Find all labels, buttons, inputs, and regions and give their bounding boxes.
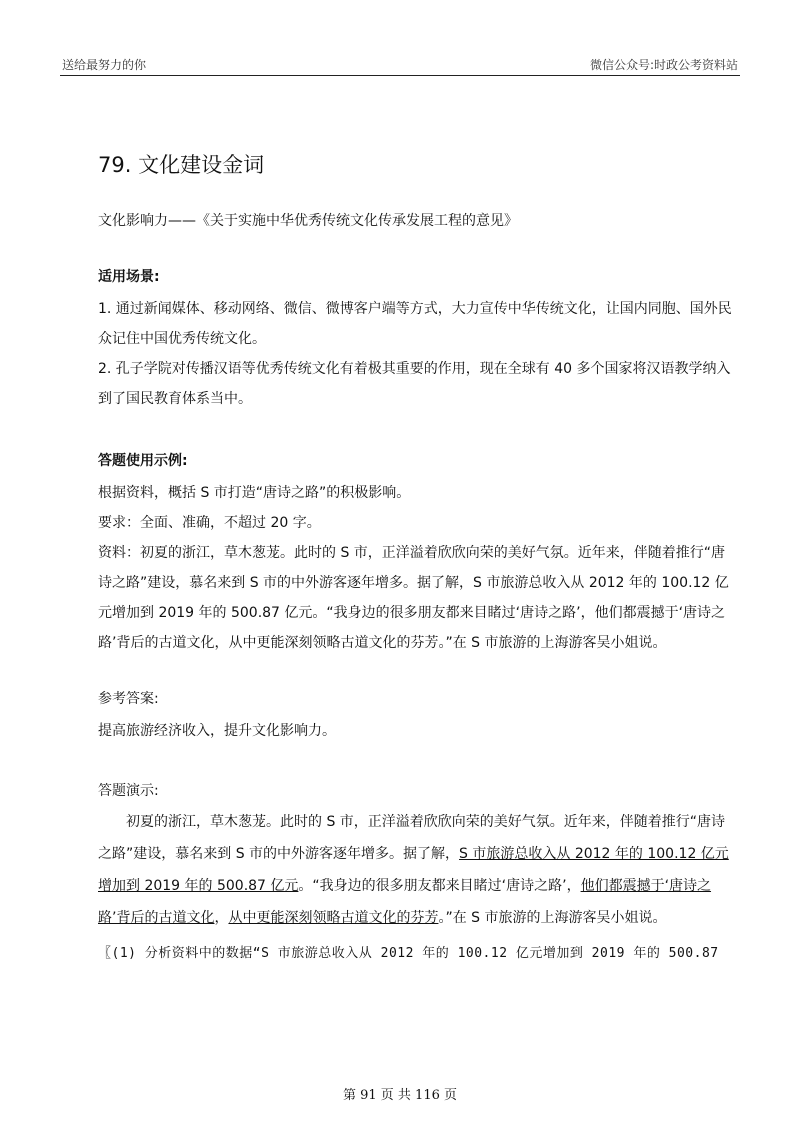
demo-heading: 答题演示: — [98, 783, 159, 799]
answer-text: 提高旅游经济收入，提升文化影响力。 — [98, 723, 336, 739]
header-divider — [60, 75, 740, 76]
page-title: 79. 文化建设金词 — [98, 153, 265, 177]
example-requirement: 要求：全面、准确，不超过 20 字。 — [98, 515, 321, 531]
demo-text-4: 。”在 S 市旅游的上海游客吴小姐说。 — [438, 910, 667, 926]
subtitle: 文化影响力——《关于实施中华优秀传统文化传承发展工程的意见》 — [98, 213, 518, 229]
answer-heading: 参考答案: — [98, 691, 159, 707]
header-left-slogan: 送给最努力的你 — [62, 58, 147, 72]
demo-analysis: 〖(1) 分析资料中的数据“S 市旅游总收入从 2012 年的 100.12 亿元增加到 2019 年的 500.87 — [98, 946, 719, 961]
scenarios-heading: 适用场景: — [98, 269, 160, 285]
example-heading: 答题使用示例: — [98, 453, 188, 469]
example-material: 资料：初夏的浙江，草木葱茏。此时的 S 市，正洋溢着欣欣向荣的美好气氛。近年来，伴随着推行“唐诗之路”建设，慕名来到 S 市的中外游客逐年增多。据了解，S 市旅游总收入从 2012 年的 100.12 亿元增加到 2019 年的 500.87 亿元。“我身边的很多朋友都来目睹过‘唐诗之路’，他们都震撼于‘唐诗之路’背后的古道文化，从中更能深刻领略古道文化的芬芳。”在 S 市旅游的上海游客吴小姐说。 — [98, 545, 729, 651]
header-right-source: 微信公众号:时政公考资料站 — [589, 58, 738, 72]
demo-text-2: 。“我身边的很多朋友都来目睹过‘唐诗之路’， — [298, 878, 581, 894]
demo-text-1: 初夏的浙江，草木葱茏。此时的 S 市，正洋溢着欣欣向荣的美好气氛。近年来，伴随着推行“唐诗之路”建设，慕名来到 S 市的中外游客逐年增多。据了解， — [98, 814, 726, 862]
demo-text-3: ， — [214, 910, 229, 926]
page-number-footer: 第 91 页 共 116 页 — [342, 1088, 458, 1103]
scenario-item-2: 2. 孔子学院对传播汉语等优秀传统文化有着极其重要的作用，现在全球有 40 多个国家将汉语教学纳入到了国民教育体系当中。 — [98, 361, 731, 407]
demo-underline-1: S 市旅游总收入从 2012 年的 100.12 亿元增加到 2019 年的 500.87 亿元 — [98, 846, 729, 894]
demo-underline-3: 从中更能深刻领略古道文化的芬芳 — [228, 910, 439, 926]
scenario-item-1: 1. 通过新闻媒体、移动网络、微信、微博客户端等方式，大力宣传中华传统文化，让国内同胞、国外民众记住中国优秀传统文化。 — [98, 301, 732, 347]
demo-underline-2: 他们都震撼于‘唐诗之路’背后的古道文化 — [98, 878, 712, 926]
example-question: 根据资料，概括 S 市打造“唐诗之路”的积极影响。 — [98, 485, 411, 501]
demo-body — [98, 806, 738, 934]
page-content — [98, 150, 738, 970]
demo-paragraph — [98, 806, 738, 934]
